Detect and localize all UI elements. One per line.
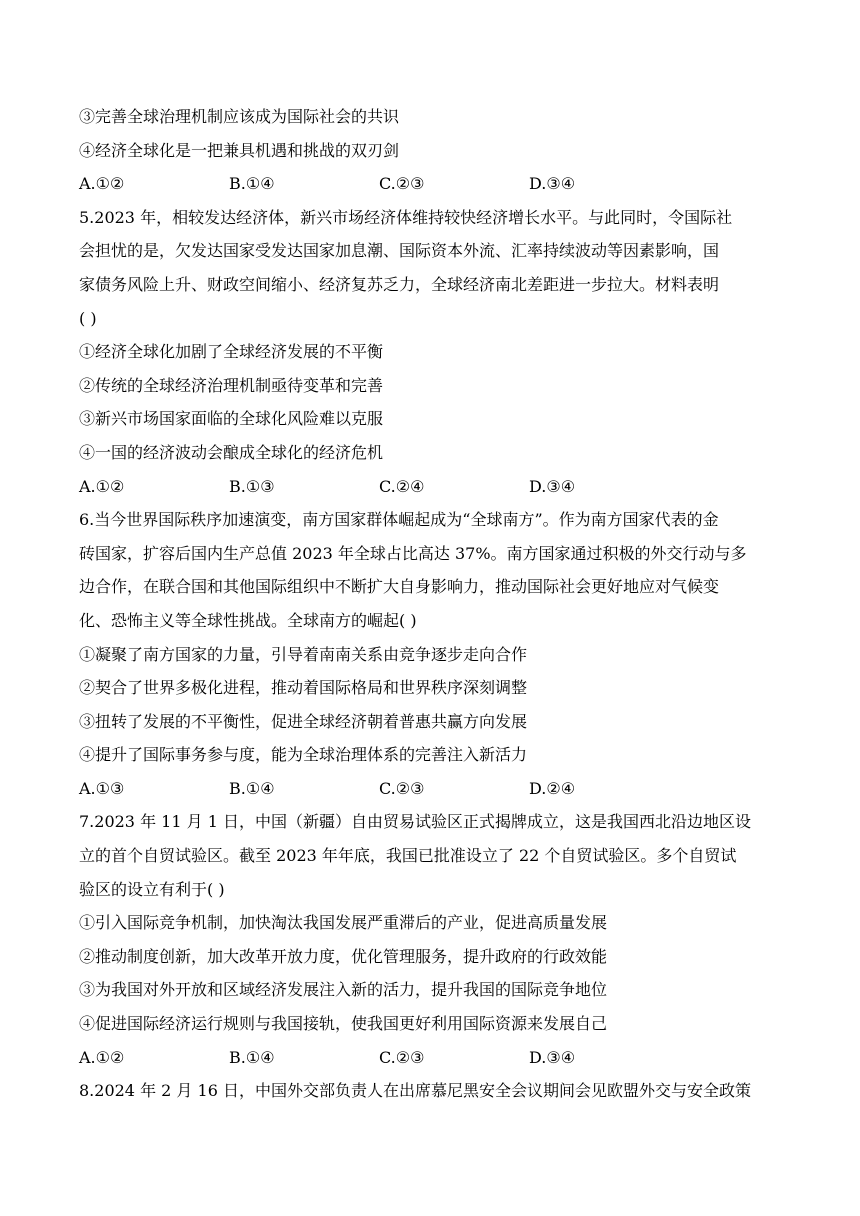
- statement-4: ④一国的经济波动会酿成全球化的经济危机: [79, 442, 384, 462]
- statement-2: ②传统的全球经济治理机制亟待变革和完善: [79, 375, 384, 395]
- question-6: [79, 503, 785, 805]
- option-a: A.①③: [79, 778, 125, 798]
- option-c: C.②④: [379, 476, 425, 496]
- option-d: D.③④: [529, 476, 576, 496]
- question-stem-line: 边合作，在联合国和其他国际组织中不断扩大自身影响力，推动国际社会更好地应对气候变: [79, 577, 720, 597]
- option-a: A.①②: [79, 1047, 125, 1067]
- statement-1: ①经济全球化加剧了全球经济发展的不平衡: [79, 342, 384, 362]
- question-stem-line: 砖国家，扩容后国内生产总值 2023 年全球占比高达 37%。南方国家通过积极的外交行动与多: [79, 543, 747, 563]
- option-d: D.②④: [529, 778, 576, 798]
- statement-4: ④提升了国际事务参与度，能为全球治理体系的完善注入新活力: [79, 745, 528, 765]
- answer-options: [79, 1041, 785, 1075]
- option-a: A.①②: [79, 476, 125, 496]
- statement-3: ③完善全球治理机制应该成为国际社会的共识: [79, 107, 400, 126]
- question-5: [79, 201, 785, 503]
- question-stem-line: ( ): [79, 308, 97, 328]
- statement-3: ③为我国对外开放和区域经济发展注入新的活力，提升我国的国际竞争地位: [79, 980, 608, 1000]
- question-4-continuation: [79, 100, 785, 201]
- statement-2: ②推动制度创新，加大改革开放力度，优化管理服务，提升政府的行政效能: [79, 946, 608, 966]
- option-c: C.②③: [379, 778, 425, 798]
- option-a: A.①②: [79, 174, 125, 194]
- answer-options: [79, 772, 785, 806]
- question-stem-line: 6.当今世界国际秩序加速演变，南方国家群体崛起成为“全球南方”。作为南方国家代表的金: [79, 510, 719, 530]
- question-stem-line: 化、恐怖主义等全球性挑战。全球南方的崛起( ): [79, 610, 417, 630]
- statement-3: ③扭转了发展的不平衡性，促进全球经济朝着普惠共赢方向发展: [79, 711, 528, 731]
- question-stem-line: 5.2023 年，相较发达经济体，新兴市场经济体维持较快经济增长水平。与此同时，令国际社: [79, 207, 733, 227]
- option-b: B.①④: [229, 1047, 275, 1067]
- question-stem-line: 立的首个自贸试验区。截至 2023 年年底，我国已批准设立了 22 个自贸试验区。多个自贸试: [79, 846, 737, 866]
- option-c: C.②③: [379, 1047, 425, 1067]
- option-b: B.①④: [229, 174, 275, 194]
- statement-3: ③新兴市场国家面临的全球化风险难以克服: [79, 409, 384, 429]
- statement-4: ④经济全球化是一把兼具机遇和挑战的双刃剑: [79, 140, 400, 160]
- statement-2: ②契合了世界多极化进程，推动着国际格局和世界秩序深刻调整: [79, 678, 528, 698]
- answer-options: [79, 470, 785, 504]
- statement-1: ①凝聚了南方国家的力量，引导着南南关系由竞争逐步走向合作: [79, 644, 528, 664]
- statement-1: ①引入国际竞争机制，加快淘汰我国发展严重滞后的产业，促进高质量发展: [79, 913, 608, 933]
- option-b: B.①③: [229, 476, 275, 496]
- option-d: D.③④: [529, 174, 576, 194]
- option-b: B.①④: [229, 778, 275, 798]
- question-stem-line: 7.2023 年 11 月 1 日，中国（新疆）自由贸易试验区正式揭牌成立，这是我国西北沿边地区设: [79, 812, 751, 832]
- exam-page: [79, 100, 785, 1108]
- option-d: D.③④: [529, 1047, 576, 1067]
- statement-4: ④促进国际经济运行规则与我国接轨，使我国更好利用国际资源来发展自己: [79, 1014, 608, 1034]
- option-c: C.②③: [379, 174, 425, 194]
- answer-options: [79, 167, 785, 201]
- question-stem-line: 家债务风险上升、财政空间缩小、经济复苏乏力，全球经济南北差距进一步拉大。材料表明: [79, 274, 720, 294]
- question-8: [79, 1074, 785, 1108]
- question-stem-line: 会担忧的是，欠发达国家受发达国家加息潮、国际资本外流、汇率持续波动等因素影响，国: [79, 241, 720, 261]
- question-stem-line: 验区的设立有利于( ): [79, 879, 225, 899]
- question-7: [79, 805, 785, 1074]
- question-stem-line: 8.2024 年 2 月 16 日，中国外交部负责人在出席慕尼黑安全会议期间会见欧盟外交与安全政策: [79, 1081, 751, 1101]
